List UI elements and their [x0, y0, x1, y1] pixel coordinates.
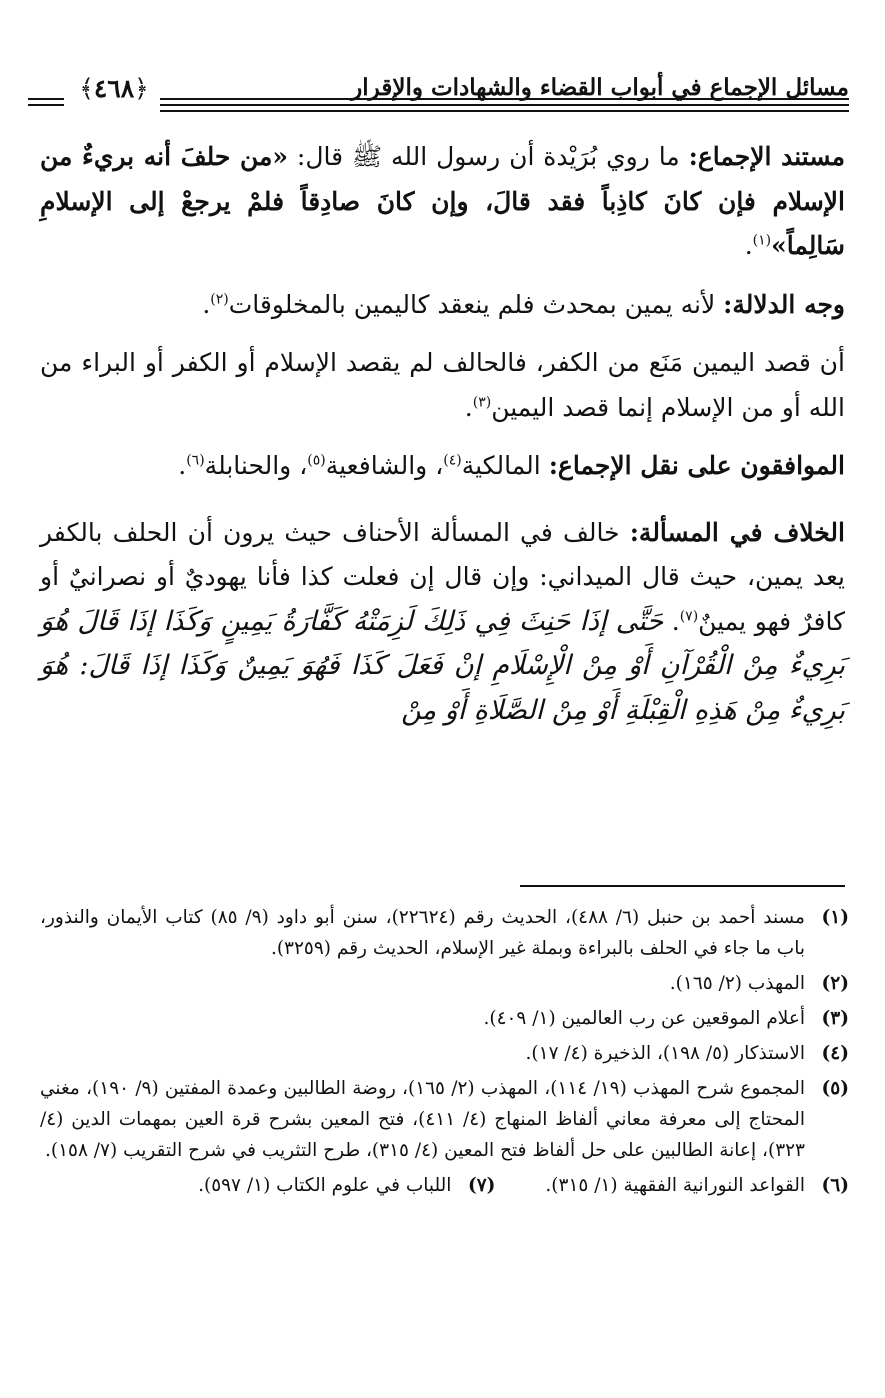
- footnote-5: [40, 1073, 849, 1166]
- main-text: [40, 135, 845, 733]
- footnote-text: الاستذكار (٥/ ١٩٨)، الذخيرة (٤/ ١٧).: [525, 1043, 805, 1064]
- header-rule: [160, 110, 849, 112]
- footnote-ref: (٦): [186, 452, 205, 469]
- page-number-value: ٤٦٨: [93, 74, 135, 103]
- page-number: [68, 72, 160, 106]
- section-label: الخلاف في المسألة:: [629, 517, 845, 547]
- school-maliki: المالكية: [461, 451, 549, 480]
- header-rule: [160, 104, 849, 106]
- footnote-text: اللباب في علوم الكتاب (١/ ٥٩٧).: [198, 1175, 452, 1196]
- paragraph-consensus-basis: [40, 135, 845, 269]
- header-rule: [160, 98, 849, 100]
- school-hanbali: ، والحنابلة: [204, 451, 308, 480]
- footnote-number: (٧): [467, 1175, 496, 1196]
- punctuation: .: [178, 451, 187, 480]
- footnote-row: [40, 1170, 849, 1201]
- section-label: وجه الدلالة:: [723, 289, 845, 319]
- footnote-text: المهذب (٢/ ١٦٥).: [669, 973, 805, 994]
- paragraph-text: لأنه يمين بمحدث فلم ينعقد كاليمين بالمخلوقات: [228, 289, 724, 319]
- footnote-ref: (٥): [307, 452, 326, 469]
- punctuation: .: [202, 289, 211, 319]
- paragraph-text: خالف في المسألة الأحناف حيث يرون أن الحلف بالكفر يعد يمين، حيث قال الميداني: وإن قال إن فعلت كذا فأنا يهوديٌ أو نصرانيٌ أو كافرٌ فهو يمينٌ: [40, 517, 845, 636]
- footnote-4: [40, 1038, 849, 1069]
- footnote-separator: [520, 885, 845, 887]
- footnote-number: (٥): [821, 1078, 849, 1099]
- quoted-text: حَتَّى إذَا حَنِثَ فِي ذَلِكَ لَزِمَتْهُ كَفَّارَةُ يَمِينٍ وَكَذَا إذَا قَالَ هُوَ بَرِيءٌ مِنْ الْقُرْآنِ أَوْ مِنْ الْإِسْلَامِ إنْ فَعَلَ كَذَا فَهُوَ يَمِينٌ وَكَذَا إذَا قَالَ: هُوَ بَرِيءٌ مِنْ هَذِهِ الْقِبْلَةِ أَوْ مِنْ الصَّلَاةِ أَوْ مِنْ: [40, 605, 845, 726]
- header-rule: [28, 98, 64, 100]
- section-label: الموافقون على نقل الإجماع:: [548, 451, 845, 480]
- footnote-text: أعلام الموقعين عن رب العالمين (١/ ٤٠٩).: [483, 1008, 805, 1029]
- footnote-1: [40, 902, 849, 964]
- running-title: مسائل الإجماع في أبواب القضاء والشهادات والإقرار: [351, 74, 849, 101]
- footnote-6: [545, 1170, 849, 1201]
- footnote-ref: (٤): [443, 452, 462, 469]
- footnote-ref: (٢): [210, 291, 229, 308]
- paragraph-text: أن قصد اليمين مَنَع من الكفر، فالحالف لم يقصد الإسلام أو الكفر أو البراء من الله أو من الإسلام إنما قصد اليمين: [40, 348, 845, 422]
- punctuation: .: [464, 392, 473, 422]
- footnote-ref: (٧): [679, 608, 699, 625]
- page-header: [28, 60, 849, 120]
- page-number-ornament-left: ﴾: [79, 74, 94, 103]
- footnote-ref: (١): [752, 232, 772, 249]
- hadith-quote: «من حلفَ أنه بريءٌ من الإسلام فإن كانَ كاذِباً فقد قالَ، وإن كانَ صادِقاً فلمْ يرجعْ إلى الإسلامِ سَالِماً»: [40, 142, 845, 260]
- footnotes: [40, 902, 849, 1201]
- footnote-text: المجموع شرح المهذب (١٩/ ١١٤)، المهذب (٢/ ١٦٥)، روضة الطالبين وعمدة المفتين (٩/ ١٩٠)، مغني المحتاج إلى معرفة معاني ألفاظ المنهاج (٤/ ٤١١)، فتح المعين بشرح قرة العين بمهمات الدين (٤/ ٣٢٣)، إعانة الطالبين على حل ألفاظ فتح المعين (٤/ ٣١٥)، طرح التثريب في شرح التقريب (٧/ ١٥٨).: [40, 1078, 805, 1161]
- paragraph-intent: [40, 341, 845, 430]
- footnote-text: مسند أحمد بن حنبل (٦/ ٤٨٨)، الحديث رقم (٢٢٦٢٤)، سنن أبو داود (٩/ ٨٥) كتاب الأيمان والنذور، باب ما جاء في الحلف بالبراءة وبملة غير الإسلام، الحديث رقم (٣٢٥٩).: [40, 907, 805, 959]
- paragraph-evidence: [40, 283, 845, 328]
- paragraph-text: ما روي بُرَيْدة أن رسول الله ﷺ قال:: [288, 142, 689, 171]
- footnote-number: (٢): [821, 973, 849, 994]
- footnote-number: (١): [821, 907, 849, 928]
- footnote-text: القواعد النورانية الفقهية (١/ ٣١٥).: [545, 1175, 805, 1196]
- footnote-ref: (٣): [472, 394, 492, 411]
- footnote-number: (٤): [821, 1043, 849, 1064]
- header-rule: [28, 104, 64, 106]
- footnote-number: (٦): [821, 1175, 849, 1196]
- footnote-number: (٣): [821, 1008, 849, 1029]
- footnote-3: [40, 1003, 849, 1034]
- punctuation: .: [744, 231, 753, 260]
- section-label: مستند الإجماع:: [688, 142, 846, 171]
- school-shafii: ، والشافعية: [325, 451, 444, 480]
- punctuation: .: [663, 606, 680, 636]
- footnote-7: [198, 1170, 495, 1201]
- page-number-ornament-right: ﴿: [134, 74, 149, 103]
- paragraph-agreeing-schools: [40, 444, 845, 489]
- footnote-2: [40, 968, 849, 999]
- paragraph-disagreement: [40, 511, 845, 734]
